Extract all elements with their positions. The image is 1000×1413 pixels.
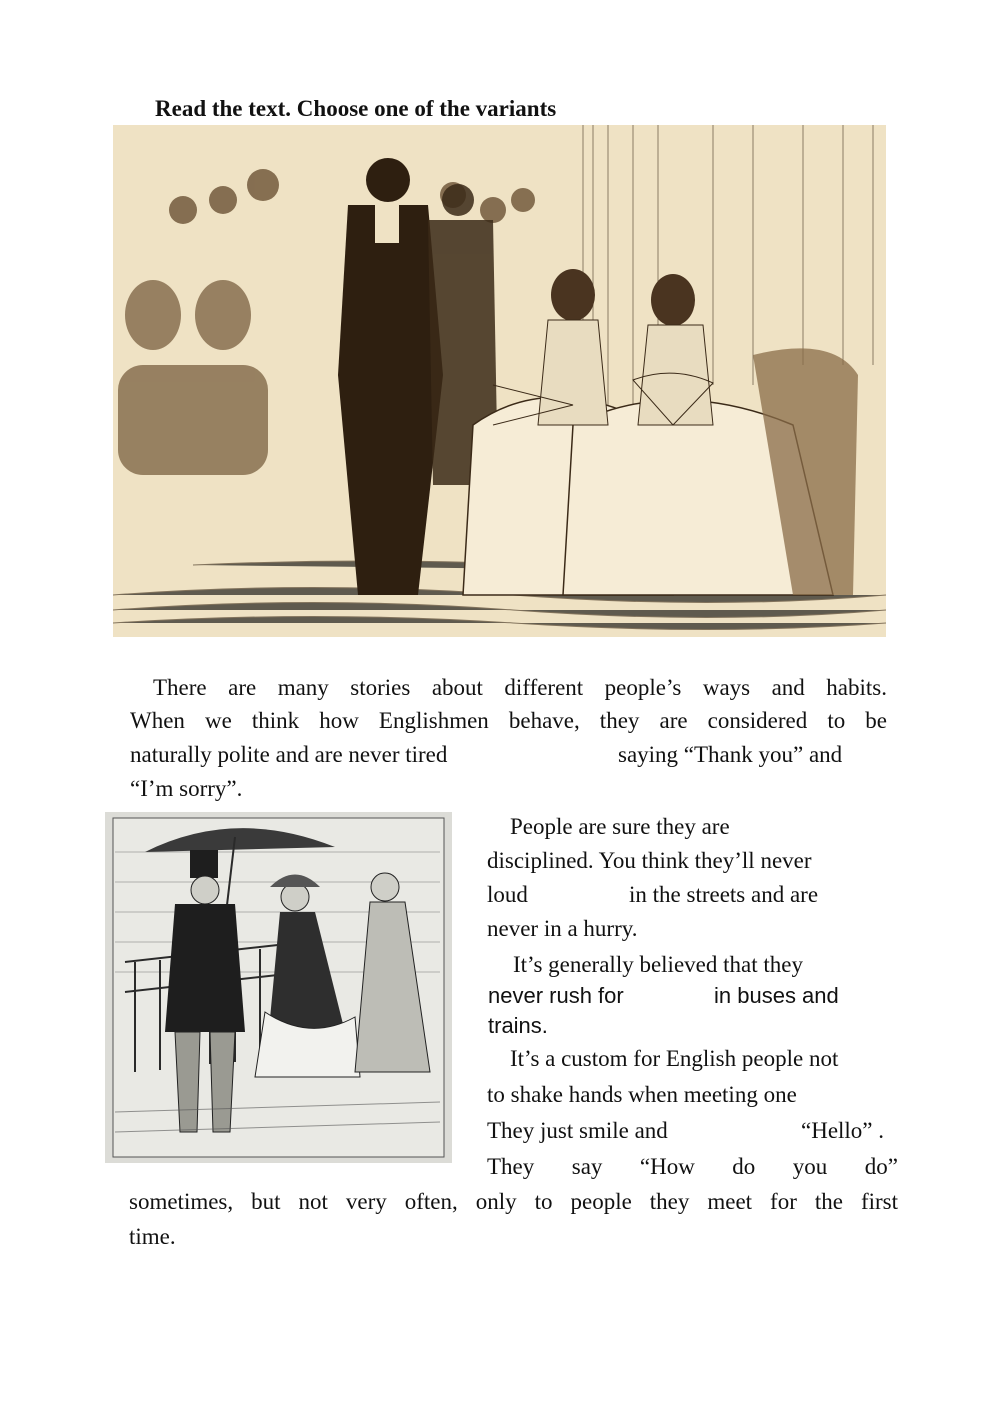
paragraph4-line6: time. [129, 1224, 176, 1249]
ballroom-engraving-image [113, 125, 886, 637]
paragraph2-line4: never in a hurry. [487, 916, 638, 941]
paragraph1-line2: When we think how Englishmen behave, they are considered to be [130, 708, 887, 733]
paragraph3-line2-start: never rush for [488, 983, 624, 1008]
paragraph3-line3: trains. [488, 1013, 548, 1038]
paragraph3-line2-end: in buses and [714, 983, 839, 1008]
paragraph4-line3-end: “Hello” . [801, 1118, 885, 1143]
paragraph4-line1: It’s a custom for English people not [510, 1046, 839, 1071]
paragraph3-line1: It’s generally believed that they [513, 952, 803, 977]
paragraph4-line3-start: They just smile and [487, 1118, 668, 1143]
paragraph1-line1: There are many stories about different people’s ways and habits. [153, 675, 887, 700]
paragraph2-line3-start: loud [487, 882, 528, 907]
page-heading: Read the text. Choose one of the variants [155, 96, 557, 121]
umbrella-street-engraving-image [105, 812, 452, 1163]
paragraph2-line2: disciplined. You think they’ll never [487, 848, 812, 873]
paragraph1-line4: “I’m sorry”. [130, 776, 243, 801]
paragraph2-line3-end: in the streets and are [629, 882, 819, 907]
paragraph1-line3-start: naturally polite and are never tired [130, 742, 448, 767]
paragraph4-line2: to shake hands when meeting one [487, 1082, 797, 1107]
paragraph2-line1: People are sure they are [510, 814, 730, 839]
paragraph4-line5: sometimes, but not very often, only to people they meet for the first [129, 1189, 898, 1214]
paragraph4-line4: They say “How do you do” [487, 1154, 898, 1179]
paragraph1-line3-end: saying “Thank you” and [618, 742, 843, 767]
